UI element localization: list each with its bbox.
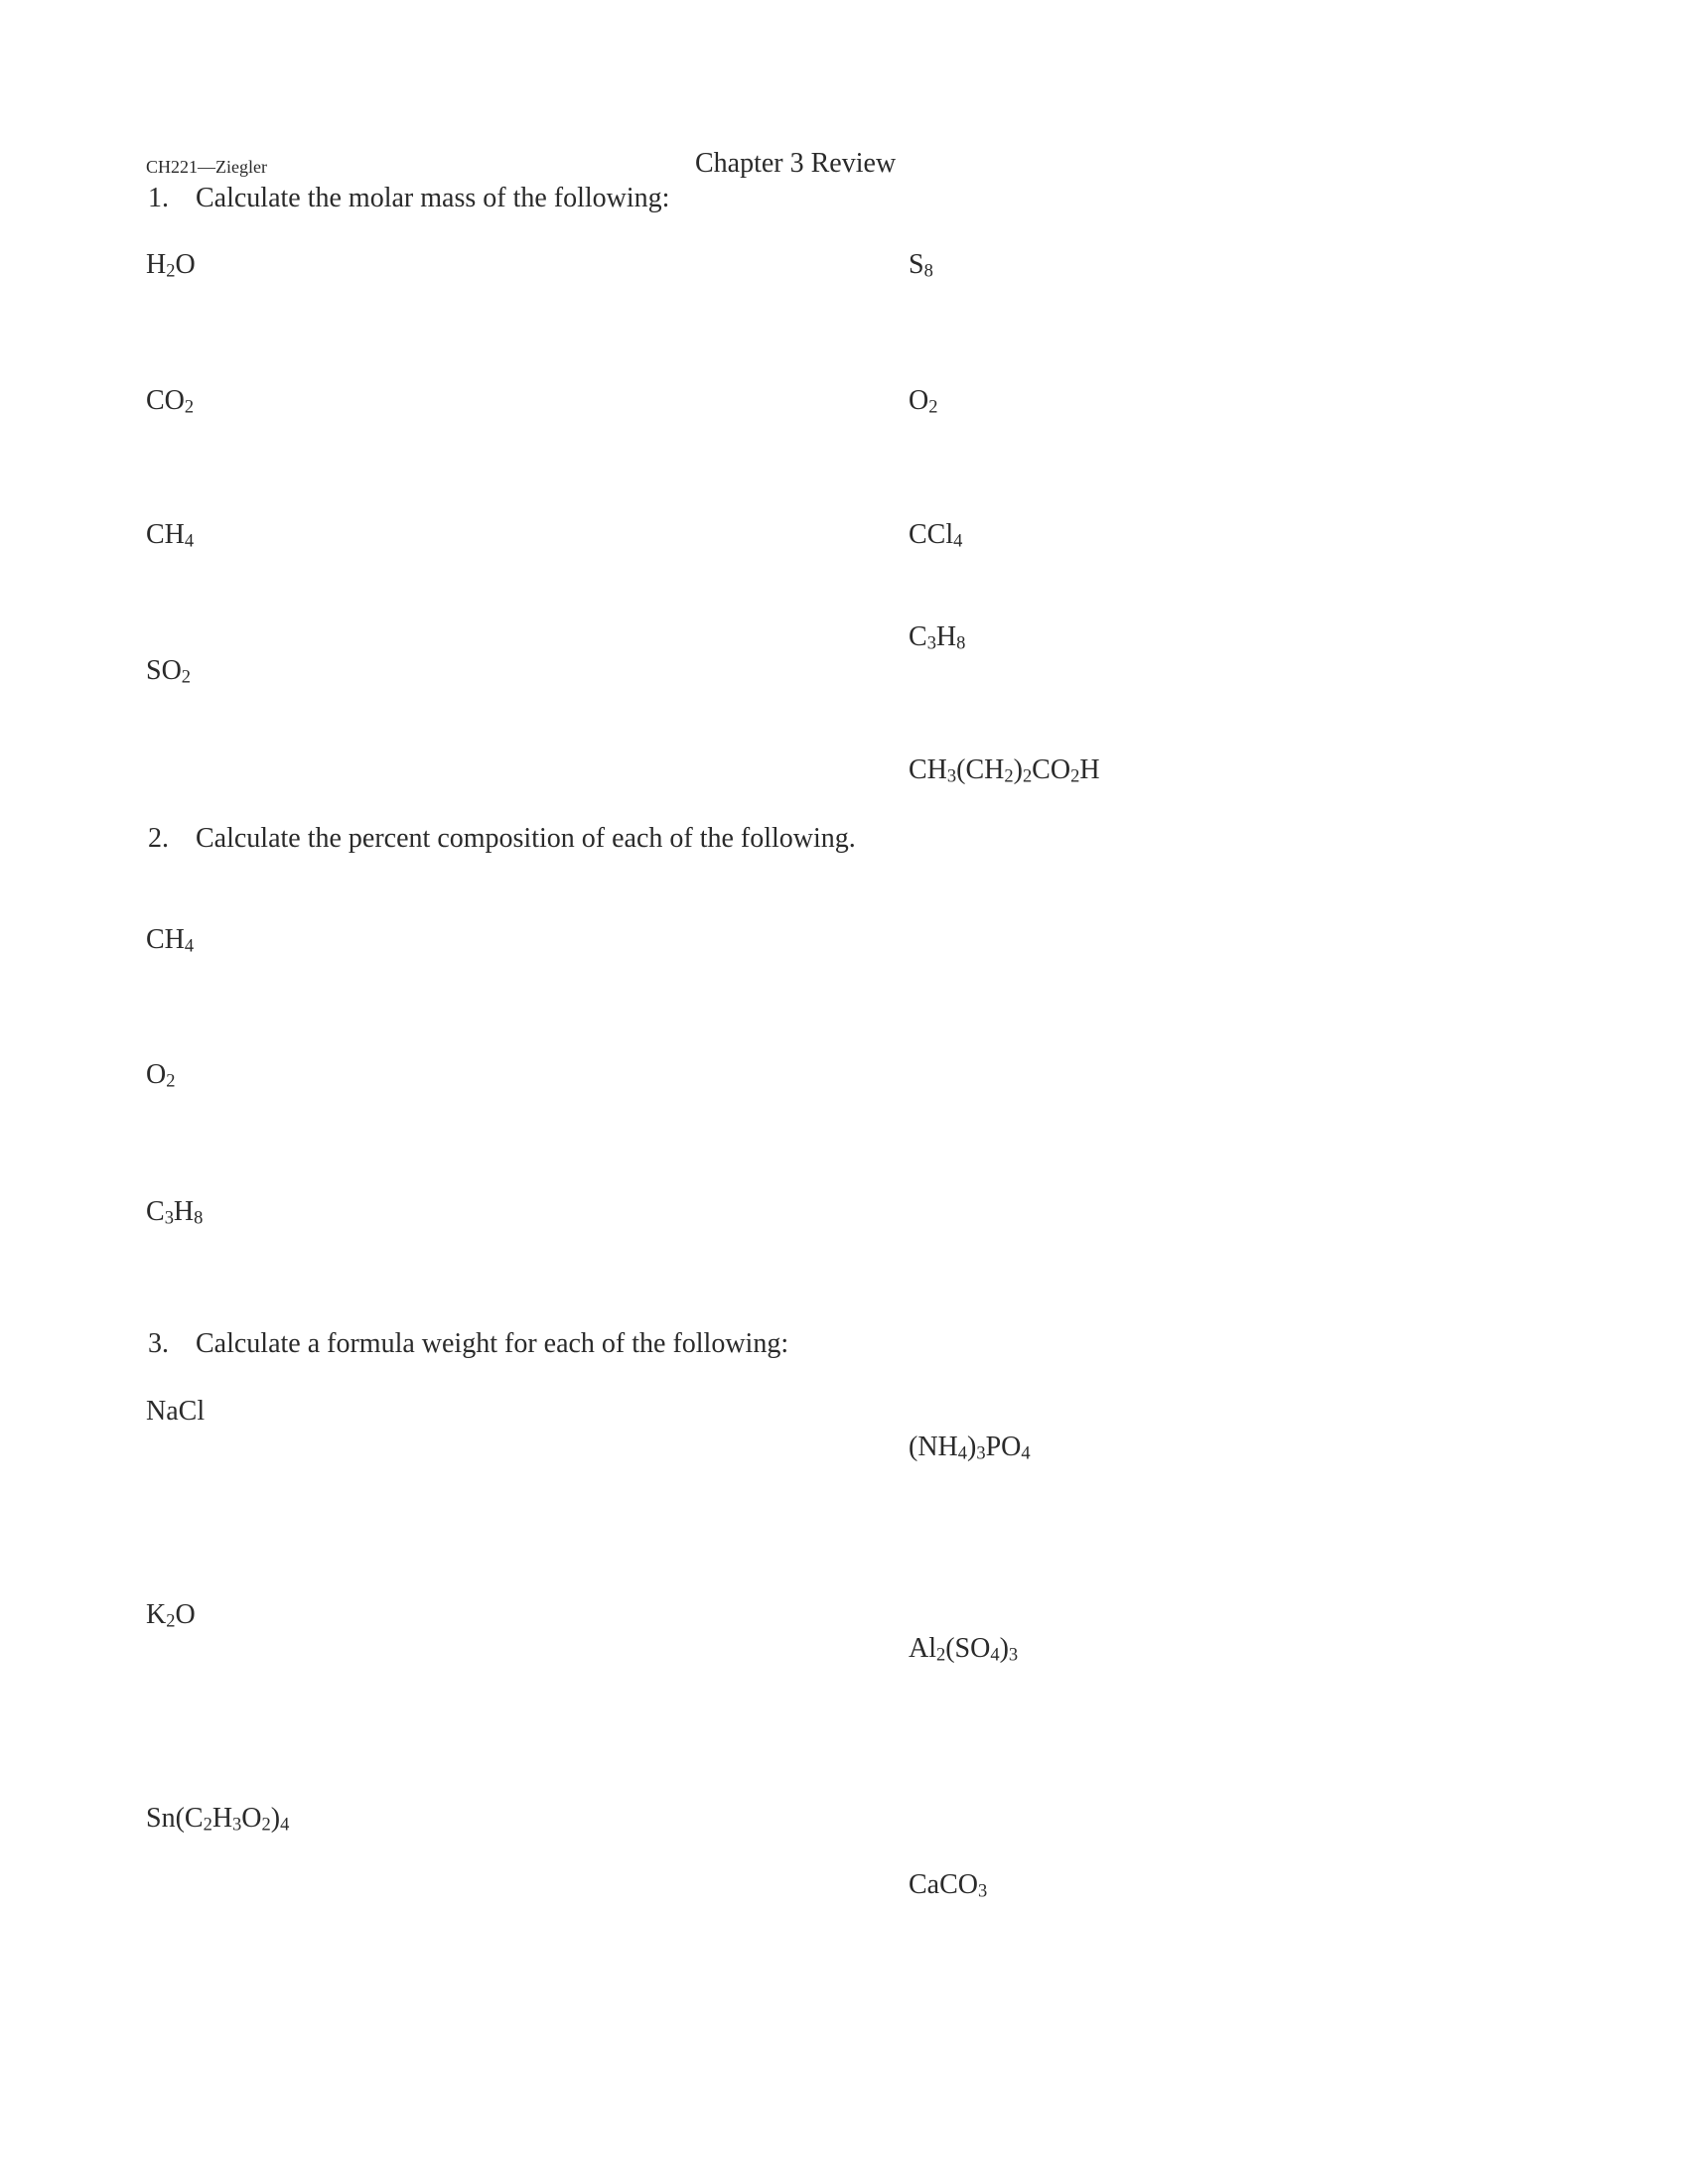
formula: $O_2$ [146,1059,176,1091]
formula: CaCO$_3$ [909,1869,988,1901]
formula: $K_2O$ [146,1599,196,1631]
question-number: 3. [148,1328,169,1359]
formula: $O_2$ [909,385,938,417]
question-prompt: Calculate the percent composition of each of the following. [196,823,856,854]
course-header: CH221—Ziegler [146,157,267,177]
formula: NaCl [146,1396,206,1427]
question-prompt: Calculate a formula weight for each of the following: [196,1328,789,1359]
formula: $H_2O$ [146,249,196,281]
formula: $C_3H_8$ [909,621,966,653]
formula: $CH_4$ [146,519,195,551]
formula: $(NH_4)_3PO_4$ [909,1432,1031,1463]
question-number: 1. [148,183,169,213]
formula: $S_8$ [909,249,933,281]
page-title: Chapter 3 Review [695,148,897,179]
question-prompt: Calculate the molar mass of the following: [196,183,670,213]
formula: $CH_3(CH_2)_2CO_2H$ [909,754,1100,786]
question-number: 2. [148,823,169,854]
formula: $Al_2(SO_4)_3$ [909,1633,1019,1665]
formula: CCl$_4$ [909,519,963,551]
formula: $SO_2$ [146,655,192,687]
formula: $CH_4$ [146,924,195,956]
formula: $C_3H_8$ [146,1196,204,1228]
formula: $CO_2$ [146,385,195,417]
formula: $Sn(C_2H_3O_2)_4$ [146,1803,290,1835]
